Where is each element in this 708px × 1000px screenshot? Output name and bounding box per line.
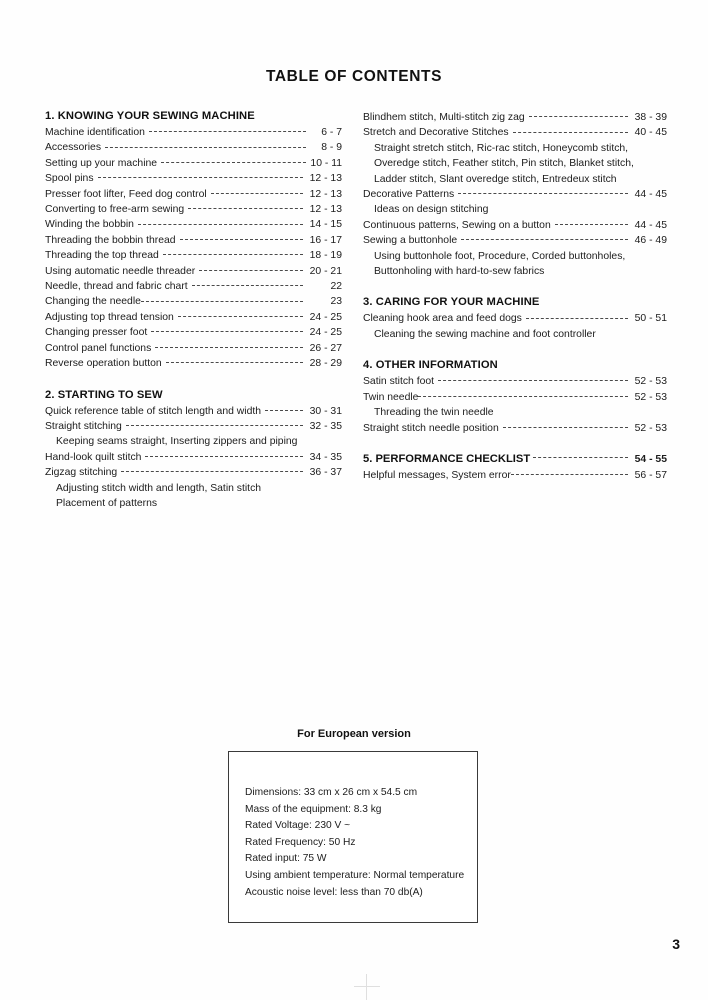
toc-subnote: Ladder stitch, Slant overedge stitch, Entredeux stitch: [374, 173, 617, 185]
toc-column-left: [45, 110, 342, 511]
toc-column-right: [363, 110, 667, 483]
toc-entry[interactable]: [45, 419, 342, 434]
spec-line: Rated Frequency: 50 Hz: [245, 836, 356, 848]
leader-dashes: [151, 331, 303, 332]
toc-page-range: 18 - 19: [309, 250, 342, 262]
toc-entry-label: Machine identification: [45, 127, 145, 138]
toc-page-range: 44 - 45: [634, 219, 667, 231]
spec-line: Mass of the equipment: 8.3 kg: [245, 803, 382, 815]
toc-entry-label: Adjusting top thread tension: [45, 311, 174, 323]
leader-dashes: [461, 239, 628, 240]
toc-entry[interactable]: [45, 325, 342, 340]
leader-dashes: [438, 380, 628, 381]
toc-entry-label: Decorative Patterns: [363, 189, 455, 201]
leader-dashes: [529, 116, 628, 117]
toc-entry-label: Threading the bobbin thread: [45, 234, 176, 246]
leader-dashes: [418, 396, 628, 397]
page-title: TABLE OF CONTENTS: [265, 68, 443, 85]
toc-entry-label: Hand-look quilt stitch: [45, 451, 142, 463]
leader-dashes: [199, 270, 303, 271]
toc-entry-label: Satin stitch foot: [363, 376, 435, 388]
toc-entry-label: Cleaning hook area and feed dogs: [363, 313, 522, 325]
toc-entry[interactable]: [363, 421, 667, 436]
toc-section-header[interactable]: [363, 453, 667, 465]
toc-entry-label: Winding the bobbin: [45, 219, 134, 231]
toc-entry[interactable]: [45, 171, 342, 186]
european-version-spec-list: [245, 785, 464, 901]
leader-dashes: [149, 131, 306, 132]
toc-entry-label: Converting to free-arm sewing: [45, 204, 185, 216]
toc-entry-label: Continuous patterns, Sewing on a button: [363, 219, 551, 231]
leader-dashes: [105, 147, 306, 148]
toc-entry[interactable]: [363, 390, 667, 405]
leader-dashes: [180, 239, 303, 240]
toc-entry[interactable]: [45, 310, 342, 325]
toc-subnote: Keeping seams straight, Inserting zippers and piping: [56, 436, 298, 448]
toc-entry[interactable]: [363, 233, 667, 248]
leader-dashes: [526, 318, 628, 319]
toc-page-range: 10 - 11: [310, 157, 342, 169]
toc-section-title: 5. PERFORMANCE CHECKLIST: [363, 452, 531, 465]
toc-entry-label: Changing presser foot: [45, 327, 148, 339]
toc-subnote: Using buttonhole foot, Procedure, Corded buttonholes,: [374, 250, 626, 262]
toc-entry[interactable]: [45, 217, 342, 232]
european-version-box: [228, 751, 478, 923]
toc-entry[interactable]: [363, 468, 667, 483]
toc-section-header[interactable]: 3. CARING FOR YOUR MACHINE: [363, 296, 540, 309]
toc-entry-label: Reverse operation button: [45, 358, 162, 370]
toc-page-range: 26 - 27: [309, 342, 342, 354]
toc-entry[interactable]: [363, 218, 667, 233]
toc-entry-label: Quick reference table of stitch length and width: [45, 405, 262, 417]
toc-page-range: 30 - 31: [309, 405, 342, 417]
toc-entry-label: Helpful messages, System error: [363, 469, 511, 481]
leader-dashes: [555, 224, 628, 225]
leader-dashes: [121, 471, 303, 472]
toc-page-range: 12 - 13: [309, 173, 342, 185]
toc-page-range: 52 - 53: [634, 422, 667, 434]
toc-subnote: Straight stretch stitch, Ric-rac stitch, Honeycomb stitch,: [374, 142, 629, 154]
toc-entry[interactable]: [45, 125, 342, 140]
toc-page-range: 8 - 9: [321, 142, 342, 154]
spec-line: Dimensions: 33 cm x 26 cm x 54.5 cm: [245, 787, 418, 798]
leader-dashes: [166, 362, 303, 363]
toc-entry[interactable]: [363, 125, 667, 140]
toc-entry[interactable]: [45, 156, 342, 171]
toc-entry[interactable]: [45, 294, 342, 309]
leader-dashes: [458, 193, 628, 194]
toc-entry-label: Presser foot lifter, Feed dog control: [45, 188, 207, 200]
leader-dashes: [126, 425, 303, 426]
toc-entry[interactable]: [363, 187, 667, 202]
toc-entry-label: Straight stitch needle position: [363, 422, 499, 434]
toc-page-range: 28 - 29: [309, 358, 342, 370]
toc-page-range: 34 - 35: [309, 451, 342, 463]
toc-subnote: Threading the twin needle: [374, 407, 494, 419]
toc-entry[interactable]: [363, 374, 667, 389]
leader-dashes: [163, 254, 303, 255]
leader-dashes: [98, 177, 303, 178]
toc-page-range: 14 - 15: [309, 219, 342, 231]
toc-entry-label: Needle, thread and fabric chart: [45, 281, 188, 293]
leader-dashes: [155, 347, 303, 348]
leader-dashes: [161, 162, 306, 163]
toc-page-range: 24 - 25: [309, 311, 342, 323]
toc-entry[interactable]: [45, 202, 342, 217]
toc-page-range: 24 - 25: [309, 327, 342, 339]
toc-entry-label: Accessories: [45, 142, 102, 154]
toc-page-range: 12 - 13: [309, 188, 342, 200]
toc-page-range: 36 - 37: [309, 467, 342, 479]
leader-dashes: [503, 427, 628, 428]
toc-page-range: 6 - 7: [321, 127, 342, 138]
toc-entry[interactable]: [363, 311, 667, 326]
toc-section-header[interactable]: 2. STARTING TO SEW: [45, 388, 163, 401]
page-number: 3: [672, 936, 680, 952]
toc-entry[interactable]: [45, 450, 342, 465]
leader-dashes: [533, 457, 628, 458]
toc-entry[interactable]: [45, 356, 342, 371]
leader-dashes: [141, 301, 303, 302]
spec-line: Acoustic noise level: less than 70 db(A): [245, 886, 423, 898]
leader-dashes: [188, 208, 303, 209]
section-spacer: [363, 342, 667, 359]
leader-dashes: [265, 410, 303, 411]
spec-line: Rated Voltage: 230 V ~: [245, 820, 351, 832]
toc-entry[interactable]: [45, 248, 342, 263]
toc-entry-label: Blindhem stitch, Multi-stitch zig zag: [363, 112, 525, 123]
section-spacer: [363, 436, 667, 453]
spec-line: Using ambient temperature: Normal temperature: [245, 869, 465, 881]
toc-page-range: 16 - 17: [309, 234, 342, 246]
toc-page-range: 52 - 53: [634, 376, 667, 388]
section-spacer: [363, 279, 667, 296]
toc-page-range: 20 - 21: [309, 265, 342, 277]
toc-page-range: 50 - 51: [634, 313, 667, 325]
toc-subnote: Overedge stitch, Feather stitch, Pin stitch, Blanket stitch,: [374, 158, 634, 170]
toc-entry[interactable]: [45, 264, 342, 279]
toc-entry-label: Spool pins: [45, 173, 94, 185]
toc-entry-label: Changing the needle: [45, 296, 141, 308]
leader-dashes: [513, 132, 628, 133]
toc-subnote: Buttonholing with hard-to-sew fabrics: [374, 266, 545, 278]
leader-dashes: [178, 316, 303, 317]
toc-page-range: 44 - 45: [634, 189, 667, 201]
toc-page-range: 32 - 35: [309, 420, 342, 432]
registration-crop-mark: [354, 974, 380, 1000]
toc-entry-label: Control panel functions: [45, 342, 152, 354]
toc-entry[interactable]: [45, 341, 342, 356]
toc-entry-label: Straight stitching: [45, 420, 122, 432]
toc-page-range: 56 - 57: [634, 469, 667, 481]
toc-page-range: 38 - 39: [634, 112, 667, 123]
toc-entry-label: Stretch and Decorative Stitches: [363, 127, 509, 139]
leader-dashes: [211, 193, 303, 194]
toc-subnote: Ideas on design stitching: [374, 204, 489, 216]
toc-entry[interactable]: [45, 140, 342, 155]
toc-entry[interactable]: [45, 187, 342, 202]
toc-entry-label: Setting up your machine: [45, 157, 158, 169]
toc-page-range: 40 - 45: [634, 127, 667, 139]
spec-line: Rated input: 75 W: [245, 853, 327, 865]
toc-subnote: Cleaning the sewing machine and foot controller: [374, 328, 596, 340]
toc-page-range: 52 - 53: [634, 391, 667, 403]
toc-entry-label: Sewing a buttonhole: [363, 235, 458, 247]
european-version-heading: For European version: [297, 728, 411, 740]
toc-entry-label: Twin needle: [363, 391, 419, 403]
toc-entry[interactable]: [45, 279, 342, 294]
toc-subnote: Adjusting stitch width and length, Satin stitch: [56, 482, 262, 494]
leader-dashes: [192, 285, 303, 286]
toc-entry-label: Using automatic needle threader: [45, 265, 196, 277]
toc-entry-label: Threading the top thread: [45, 250, 159, 262]
leader-dashes: [511, 474, 628, 475]
toc-page-range: 54 - 55: [634, 453, 667, 465]
toc-page-range: 23: [330, 296, 342, 308]
toc-entry[interactable]: [45, 404, 342, 419]
toc-entry[interactable]: [45, 233, 342, 248]
toc-subnote: Placement of patterns: [56, 497, 158, 509]
toc-entry-label: Zigzag stitching: [45, 467, 118, 479]
leader-dashes: [145, 456, 303, 457]
toc-section-header[interactable]: 1. KNOWING YOUR SEWING MACHINE: [45, 110, 255, 122]
leader-dashes: [138, 224, 303, 225]
toc-page-range: 22: [330, 281, 342, 293]
toc-page-range: 12 - 13: [309, 204, 342, 216]
toc-entry[interactable]: [363, 110, 667, 125]
toc-section-header[interactable]: 4. OTHER INFORMATION: [363, 359, 498, 372]
toc-page-range: 46 - 49: [634, 235, 667, 247]
toc-entry[interactable]: [45, 465, 342, 480]
section-spacer: [45, 372, 342, 389]
